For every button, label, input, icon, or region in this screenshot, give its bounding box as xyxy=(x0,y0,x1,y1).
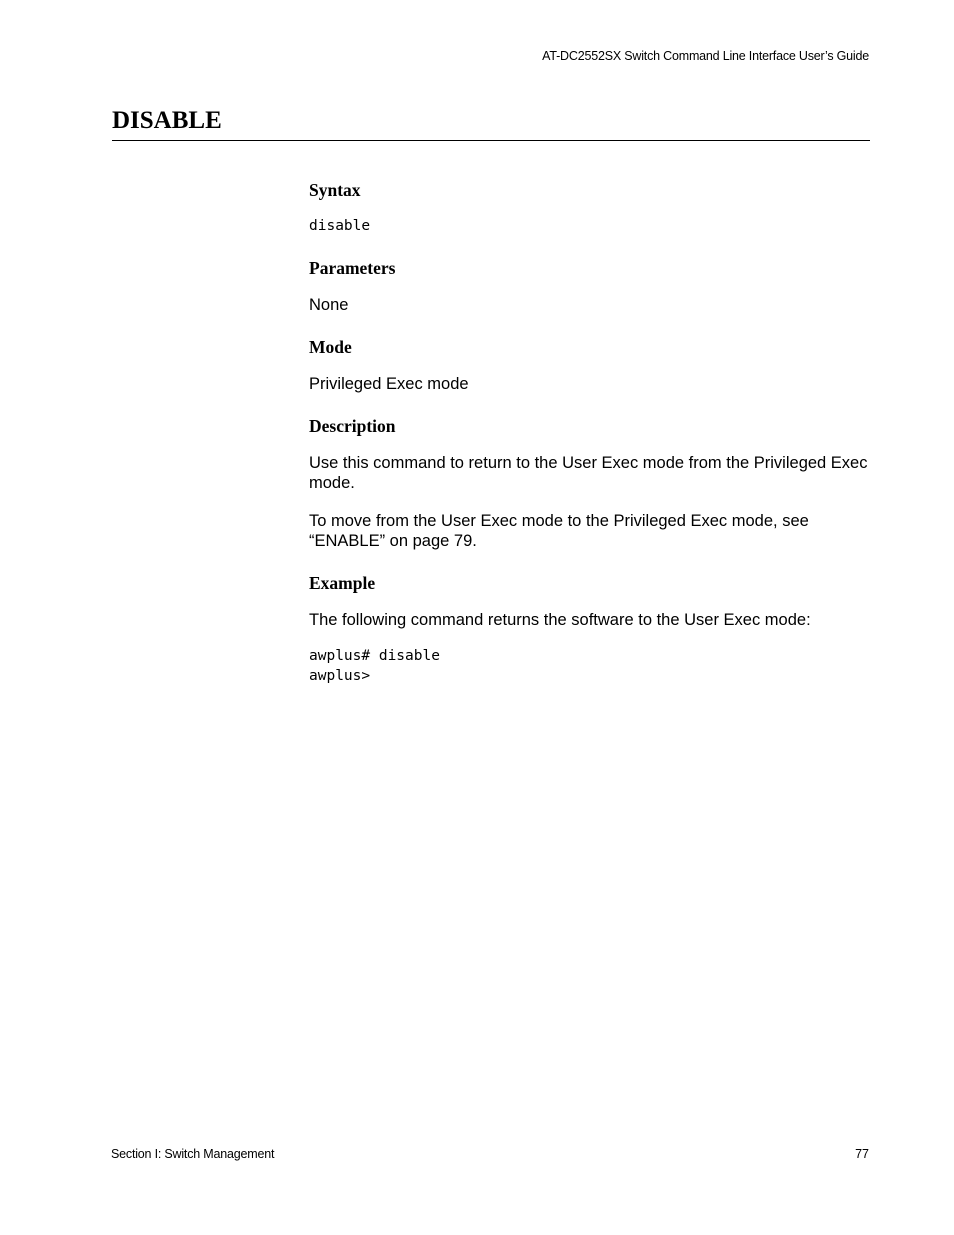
example-code-line-1: awplus# disable xyxy=(309,648,440,664)
mode-text: Privileged Exec mode xyxy=(309,375,469,393)
content-column xyxy=(309,179,870,686)
parameters-heading: Parameters xyxy=(309,258,396,278)
example-code-line-2: awplus> xyxy=(309,668,371,684)
running-header: AT-DC2552SX Switch Command Line Interface User’s Guide xyxy=(542,49,869,63)
example-intro: The following command returns the software to the User Exec mode: xyxy=(309,611,811,629)
syntax-heading: Syntax xyxy=(309,180,361,200)
page-title: DISABLE xyxy=(112,107,222,134)
mode-heading: Mode xyxy=(309,337,352,357)
example-heading: Example xyxy=(309,573,376,593)
footer-section: Section I: Switch Management xyxy=(111,1147,275,1161)
description-paragraph-2: To move from the User Exec mode to the Privileged Exec mode, see “ENABLE” on page 79. xyxy=(309,512,809,550)
description-heading: Description xyxy=(309,416,396,436)
syntax-code: disable xyxy=(309,218,371,234)
footer-page-number: 77 xyxy=(855,1147,869,1161)
description-paragraph-1: Use this command to return to the User Exec mode from the Privileged Exec mode. xyxy=(309,454,868,492)
parameters-text: None xyxy=(309,296,349,314)
title-rule xyxy=(112,140,870,141)
